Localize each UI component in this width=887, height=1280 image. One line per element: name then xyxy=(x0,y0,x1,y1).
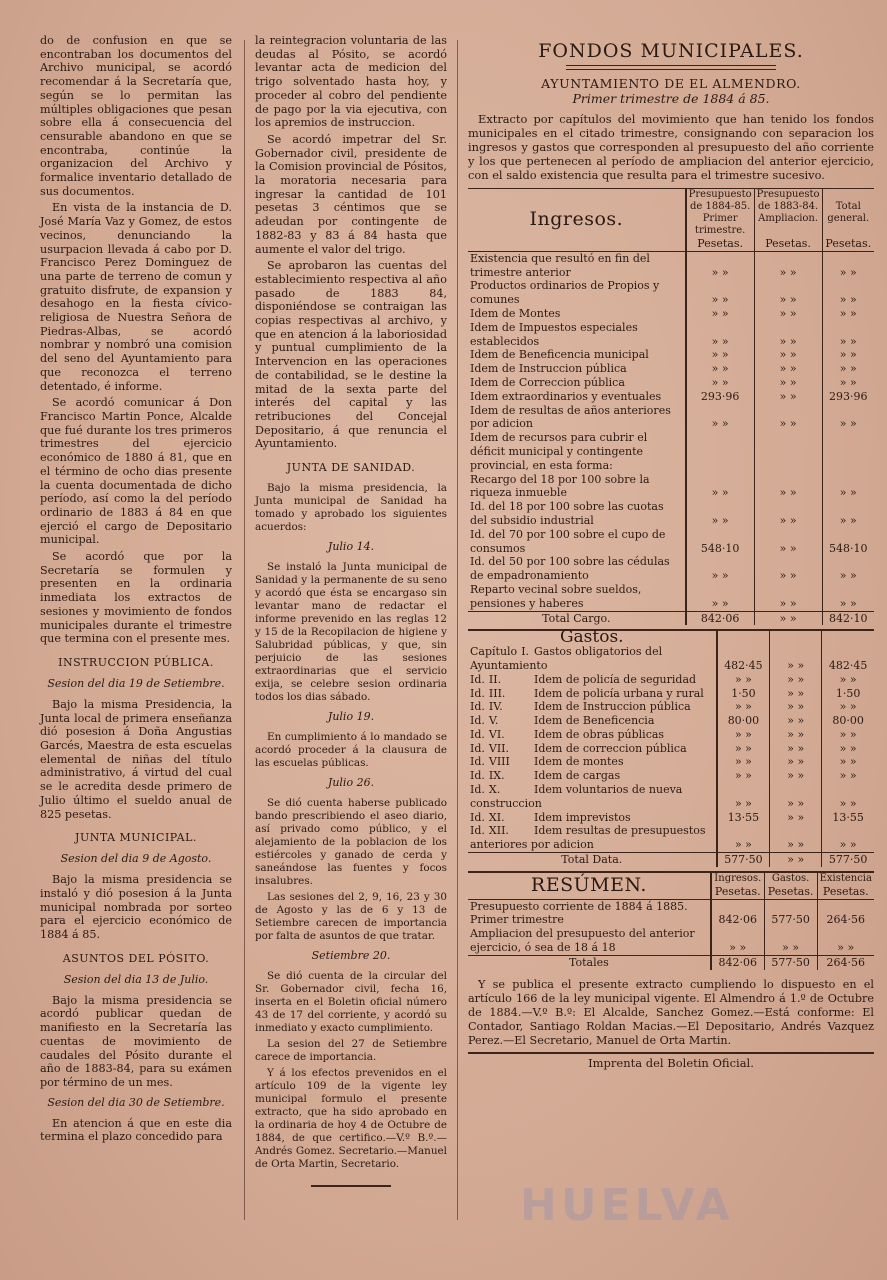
paragraph: En atencion á que en este dia termina el plazo concedido para xyxy=(40,1116,232,1144)
paragraph: Se instaló la Junta municipal de Sanidad y la permanente de su seno y acordó que ésta se encargaso sin levantar mano de redactar el informe prevenido en las reglas 12 y 15 de la Recopilacion de higiene y Salubridad públicas, y que, sin perjuicio de las sesiones extraordinarias que el servicio exija, se celebre sesion ordinaria todos los dias sábado. xyxy=(255,561,447,704)
gasto-row-label-cell xyxy=(468,700,717,714)
paragraph: Bajo la misma Presidencia, la Junta local de primera enseñanza dió posesion á Doña Angustias Garcés, Maestra de esta escuelas elemental de niñas del título administrativo, á virtud del cual se le acredita desde primero de Julio último el sueldo anual de 825 pesetas. xyxy=(40,697,232,821)
ingreso-row-value-c: 293·96 xyxy=(822,390,874,404)
chapter-roman: VI. xyxy=(488,727,505,741)
ingreso-row-value-c xyxy=(822,431,874,472)
column-header: Presupuesto de 1883-84. Ampliacion. xyxy=(756,189,820,224)
chapter-prefix: Id. xyxy=(470,686,485,700)
chapter-prefix: Id. xyxy=(470,824,485,838)
gasto-row-value-c: 1·50 xyxy=(822,687,874,701)
ingreso-row-value-c: » » xyxy=(822,348,874,362)
chapter-number xyxy=(470,755,534,769)
library-stamp: HUELVA xyxy=(520,1180,734,1231)
gasto-row xyxy=(468,824,874,852)
total-data-c: 577·50 xyxy=(822,853,874,867)
ingreso-row-label: Idem de resultas de años anteriores por adicion xyxy=(470,403,671,431)
gasto-row-value-b: » » xyxy=(770,769,822,783)
ingreso-row xyxy=(468,431,874,472)
ingreso-row-value-a: » » xyxy=(686,583,754,611)
ingreso-row-value-c: » » xyxy=(822,321,874,349)
gasto-row xyxy=(468,700,874,714)
gasto-row-label: Idem de correccion pública xyxy=(534,741,687,755)
ingreso-row-value-b: » » xyxy=(754,376,822,390)
section-heading: JUNTA DE SANIDAD. xyxy=(286,461,416,475)
totales-c: 264·56 xyxy=(817,955,874,969)
gasto-row-value-a: » » xyxy=(717,700,770,714)
ingreso-row xyxy=(468,390,874,404)
chapter-roman: V. xyxy=(488,714,499,728)
ingreso-row-label: Reparto vecinal sobre sueldos, pensiones y haberes xyxy=(470,582,642,610)
ingreso-row-label: Idem de Beneficencia municipal xyxy=(470,348,649,362)
gasto-row-label-cell xyxy=(468,755,717,769)
chapter-roman: X. xyxy=(488,783,501,797)
total-cargo-label: Total Cargo. xyxy=(468,611,686,625)
ingreso-row-value-a: » » xyxy=(686,321,754,349)
gasto-row-value-c: » » xyxy=(822,769,874,783)
ingreso-row-label: Idem de Instruccion pública xyxy=(470,362,627,376)
chapter-number xyxy=(470,645,534,659)
ingreso-row-value-b: » » xyxy=(754,528,822,556)
gasto-row-label: Idem de policía urbana y rural xyxy=(534,686,704,700)
ingreso-row xyxy=(468,404,874,432)
gasto-row-value-b: » » xyxy=(770,673,822,687)
resumen-row-value-a: » » xyxy=(711,927,764,955)
ingreso-row-value-c: » » xyxy=(822,404,874,432)
chapter-roman: VIII xyxy=(488,755,510,769)
chapter-roman: I. xyxy=(521,645,530,659)
ingreso-row-value-c: » » xyxy=(822,251,874,279)
column-left xyxy=(40,34,232,1147)
ingreso-row xyxy=(468,348,874,362)
ingreso-row-label-cell xyxy=(468,473,686,501)
paragraph: Se dió cuenta haberse publicado bando prescribiendo el aseo diario, así privado como público, y el alejamiento de la poblacion de los estiércoles y ganado de cerda y saneándose las fuentes y focos insalubres. xyxy=(255,797,447,888)
ingreso-row xyxy=(468,528,874,556)
resumen-row-label-cell xyxy=(468,899,711,927)
gasto-row-value-a: » » xyxy=(717,755,770,769)
gasto-row-value-c: 13·55 xyxy=(822,811,874,825)
ingreso-row-label: Recargo del 18 por 100 sobre la riqueza inmueble xyxy=(470,472,650,500)
paragraph: do de confusion en que se encontraban los documentos del Archivo municipal, se acordó recomendar á la Secretaría que, según se lo permitan las múltiples obligaciones que pesan sobre ella á consecuencia del censurable abandono en que se encontraba, continúe la organizacion del Archivo y formalice inventario detallado de sus documentos. xyxy=(40,34,232,198)
gasto-row xyxy=(468,769,874,783)
ingreso-row-label-cell xyxy=(468,431,686,472)
gasto-row-value-a: 13·55 xyxy=(717,811,770,825)
decorative-rule xyxy=(311,1185,391,1187)
chapter-roman: IV. xyxy=(488,700,503,714)
ingresos-title: Ingresos. xyxy=(529,208,624,230)
ingreso-row xyxy=(468,251,874,279)
gasto-row-label-cell xyxy=(468,824,717,852)
unit-label: Pesetas. xyxy=(686,237,754,251)
session-date: Julio 19. xyxy=(327,710,375,724)
gasto-row-label-cell xyxy=(468,769,717,783)
ingreso-row-value-a: » » xyxy=(686,251,754,279)
column-header: Ingresos. xyxy=(714,872,762,884)
paragraph: Y á los efectos prevenidos en el artículo 109 de la vigente ley municipal formulo el presente extracto, que ha sido aprobado en la ordinaria de hoy 4 de Octubre de 1884, de que certifico.—V.º B.º.—Andrés Gomez. Secretario.—Manuel de Orta Martin, Secretario. xyxy=(255,1067,447,1171)
resumen-row-label: Ampliacion del presupuesto del anterior ejercicio, ó sea de 18 á 18 xyxy=(470,927,695,955)
ingreso-row-value-a: » » xyxy=(686,279,754,307)
paragraph: Bajo la misma presidencia se acordó publicar quedan de manifiesto en la Secretaría las cuentas de movimiento de caudales del Pósito durante el año de 1883-84, para su exámen por término de un mes. xyxy=(40,993,232,1089)
ingreso-row xyxy=(468,362,874,376)
paragraph: Bajo la misma presidencia, la Junta municipal de Sanidad ha tomado y aprobado los siguientes acuerdos: xyxy=(255,482,447,534)
gastos-title: Gastos. xyxy=(559,627,624,648)
chapter-roman: IX. xyxy=(488,769,505,783)
total-cargo-c: 842·10 xyxy=(822,611,874,625)
chapter-prefix: Id. xyxy=(470,714,485,728)
gasto-row-label-cell xyxy=(468,783,717,811)
ingreso-row-label: Id. del 70 por 100 sobre el cupo de consumos xyxy=(470,527,666,555)
chapter-number xyxy=(470,769,534,783)
totales-a: 842·06 xyxy=(711,955,764,969)
paragraph: Bajo la misma presidencia se instaló y dió posesion á la Junta municipal nombrada por sorteo para el ejercicio económico de 1884 á 85. xyxy=(40,873,232,942)
gasto-row-value-b: » » xyxy=(770,687,822,701)
gasto-row-label-cell xyxy=(468,687,717,701)
chapter-number xyxy=(470,783,534,797)
gasto-row-value-b: » » xyxy=(770,755,822,769)
gasto-row-label: Idem resultas de presupuestos anteriores por adicion xyxy=(470,824,706,852)
gasto-row-value-b: » » xyxy=(770,728,822,742)
resumen-row-value-b: 577·50 xyxy=(764,899,817,927)
resumen-row xyxy=(468,927,874,955)
chapter-number xyxy=(470,811,534,825)
unit-label: Pesetas. xyxy=(817,885,874,899)
session-date: Julio 14. xyxy=(327,540,375,554)
ingreso-row-value-a: » » xyxy=(686,348,754,362)
chapter-prefix: Id. xyxy=(470,672,485,686)
gasto-row-value-b: » » xyxy=(770,645,822,673)
gasto-row-value-a: » » xyxy=(717,824,770,852)
ingreso-row xyxy=(468,321,874,349)
gasto-row-value-c: » » xyxy=(822,783,874,811)
paragraph: En cumplimiento á lo mandado se acordó proceder á la clausura de las escuelas públicas. xyxy=(255,731,447,770)
ingreso-row-label-cell xyxy=(468,390,686,404)
gasto-row-value-a: » » xyxy=(717,673,770,687)
ingreso-row-label: Id. del 18 por 100 sobre las cuotas del subsidio industrial xyxy=(470,500,664,527)
ingreso-row-value-a: 548·10 xyxy=(686,528,754,556)
gasto-row-label: Idem de policía de seguridad xyxy=(534,672,697,686)
ingreso-row-value-c: » » xyxy=(822,583,874,611)
gasto-row xyxy=(468,783,874,811)
gasto-row-label: Gastos obligatorios del Ayuntamiento xyxy=(470,645,663,672)
title-rule xyxy=(566,65,776,70)
column-header: Total general. xyxy=(827,201,870,224)
column-header: Gastos. xyxy=(771,872,810,884)
gasto-row-value-c: » » xyxy=(822,824,874,852)
footer-paragraph: Y se publica el presente extracto cumpliendo lo dispuesto en el artículo 166 de la ley municipal vigente. El Almendro á 1.º de Octubre de 1884.—V.º B.º: El Alcalde, Sanchez Gomez.—Está conforme: El Contador, Santiago Roldan Macias.—El Depositario, Andrés Vazquez Perez.—El Secretario, Manuel de Orta Martin. xyxy=(468,977,874,1047)
chapter-roman: VII. xyxy=(488,741,510,755)
column-rule xyxy=(244,40,245,1220)
gasto-row-label: Idem voluntarios de nueva construccion xyxy=(470,783,683,810)
resumen-row-label-cell xyxy=(468,927,711,955)
gasto-row-value-c: » » xyxy=(822,700,874,714)
paragraph: Se acordó que por la Secretaría se formulen y presenten en la ordinaria inmediata los extractos de sesiones y movimiento de fondos municipales durante el trimestre que termina con el presente mes. xyxy=(40,550,232,646)
gasto-row-value-b: » » xyxy=(770,742,822,756)
ingreso-row xyxy=(468,583,874,611)
unit-label: Pesetas. xyxy=(754,237,822,251)
paragraph: Se acordó impetrar del Sr. Gobernador civil, presidente de la Comision provincial de Pósitos, la moratoria necesaria para ingresar la cantidad de 101 pesetas 3 céntimos que se adeudan por contingente de 1882-83 y 83 á 84 hasta que aumente el valor del trigo. xyxy=(255,132,447,256)
gasto-row-value-c: 80·00 xyxy=(822,714,874,728)
gasto-row-label-cell xyxy=(468,673,717,687)
totales-b: 577·50 xyxy=(764,955,817,969)
section-heading: INSTRUCCION PÚBLICA. xyxy=(58,655,214,669)
column-right xyxy=(468,34,874,1070)
gasto-row xyxy=(468,687,874,701)
ingreso-row-label-cell xyxy=(468,251,686,279)
total-cargo-b: » » xyxy=(754,611,822,625)
gasto-row xyxy=(468,728,874,742)
page-title: FONDOS MUNICIPALES. xyxy=(538,40,804,62)
ingreso-row-value-b: » » xyxy=(754,390,822,404)
gasto-row-value-a: » » xyxy=(717,742,770,756)
gasto-row-label: Idem de Instruccion pública xyxy=(534,700,691,714)
gasto-row-label: Idem de obras públicas xyxy=(534,727,665,741)
chapter-roman: XI. xyxy=(488,810,505,824)
ingreso-row-label-cell xyxy=(468,555,686,583)
gasto-row-value-a: 482·45 xyxy=(717,645,770,673)
gasto-row-value-a: 80·00 xyxy=(717,714,770,728)
ingreso-row-value-a: » » xyxy=(686,376,754,390)
gasto-row-value-a: » » xyxy=(717,769,770,783)
gasto-row-value-c: 482·45 xyxy=(822,645,874,673)
gasto-row xyxy=(468,673,874,687)
paragraph: Se acordó comunicar á Don Francisco Martin Ponce, Alcalde que fué durante los tres primeros trimestres del ejercicio económico de 1880 á 81, que en el término de ocho dias presente la cuenta documentada de dicho período, así como la del período ordinario de 1883 á 84 en que ejerció el cargo de Depositario municipal. xyxy=(40,396,232,547)
chapter-roman: II. xyxy=(488,672,502,686)
gasto-row-value-c: » » xyxy=(822,742,874,756)
paragraph: la reintegracion voluntaria de las deudas al Pósito, se acordó levantar acta de medicion del trigo solventado hasta hoy, y proceder al cobro del pendiente de pago por la via ejecutiva, con los apremios de instruccion. xyxy=(255,34,447,130)
total-data-label: Total Data. xyxy=(468,853,717,867)
ingreso-row-value-a: » » xyxy=(686,307,754,321)
ingreso-row-label-cell xyxy=(468,362,686,376)
ingreso-row-label-cell xyxy=(468,404,686,432)
ingreso-row-label: Id. del 50 por 100 sobre las cédulas de empadronamiento xyxy=(470,555,670,583)
column-header: Existencia xyxy=(819,872,872,884)
ingreso-row-value-c: » » xyxy=(822,362,874,376)
ingreso-row-value-b: » » xyxy=(754,583,822,611)
gasto-row-label: Idem de Beneficencia xyxy=(534,714,655,728)
unit-label: Pesetas. xyxy=(822,237,874,251)
ingreso-row-label: Idem de Montes xyxy=(470,306,561,320)
chapter-prefix: Id. xyxy=(470,741,485,755)
total-cargo-a: 842·06 xyxy=(686,611,754,625)
chapter-roman: XII. xyxy=(488,824,509,838)
resumen-table xyxy=(468,871,874,970)
ingreso-row-value-b: » » xyxy=(754,500,822,528)
ingreso-row-value-a xyxy=(686,431,754,472)
ingreso-row-value-b: » » xyxy=(754,279,822,307)
ingreso-row-value-c: 548·10 xyxy=(822,528,874,556)
session-date: Setiembre 20. xyxy=(311,949,391,963)
gasto-row-value-b: » » xyxy=(770,811,822,825)
chapter-prefix: Id. xyxy=(470,810,485,824)
resumen-row-value-c: » » xyxy=(817,927,874,955)
ingreso-row-label: Productos ordinarios de Propios y comunes xyxy=(470,279,660,307)
ingreso-row-value-b: » » xyxy=(754,404,822,432)
chapter-prefix: Id. xyxy=(470,755,485,769)
gasto-row-label: Idem imprevistos xyxy=(534,810,631,824)
paragraph: La sesion del 27 de Setiembre carece de importancia. xyxy=(255,1038,447,1064)
ingreso-row xyxy=(468,473,874,501)
ingreso-row-label: Idem de Impuestos especiales establecidos xyxy=(470,320,638,348)
gasto-row xyxy=(468,755,874,769)
session-date: Julio 26. xyxy=(327,776,375,790)
ingreso-row-value-a: » » xyxy=(686,555,754,583)
ingreso-row-value-b: » » xyxy=(754,555,822,583)
gasto-row-value-a: » » xyxy=(717,728,770,742)
chapter-roman: III. xyxy=(488,686,506,700)
resumen-row xyxy=(468,899,874,927)
section-heading: JUNTA MUNICIPAL. xyxy=(75,831,197,845)
resumen-title: RESÚMEN. xyxy=(530,873,647,896)
chapter-prefix: Id. xyxy=(470,727,485,741)
chapter-number xyxy=(470,824,534,838)
ingreso-row-value-b: » » xyxy=(754,362,822,376)
gasto-row-label: Idem de cargas xyxy=(534,769,621,783)
chapter-number xyxy=(470,700,534,714)
ingreso-row-value-a: 293·96 xyxy=(686,390,754,404)
session-date: Sesion del dia 13 de Julio. xyxy=(63,972,209,986)
unit-label: Pesetas. xyxy=(764,885,817,899)
gasto-row-label-cell xyxy=(468,742,717,756)
ingreso-row-value-c: » » xyxy=(822,555,874,583)
session-date: Sesion del dia 9 de Agosto. xyxy=(60,852,212,866)
chapter-prefix: Capítulo xyxy=(470,645,518,659)
gasto-row-value-c: » » xyxy=(822,755,874,769)
resumen-row-label: Presupuesto corriente de 1884 á 1885. Primer trimestre xyxy=(470,899,688,927)
gasto-row-value-b: » » xyxy=(770,783,822,811)
gasto-row-value-a: » » xyxy=(717,783,770,811)
gasto-row xyxy=(468,811,874,825)
ingreso-row-label-cell xyxy=(468,307,686,321)
ingreso-row-label-cell xyxy=(468,376,686,390)
paragraph: En vista de la instancia de D. José María Vaz y Gomez, de estos vecinos, denunciando la usurpacion llevada á cabo por D. Francisco Perez Dominguez de una parte de terreno de comun y gratuito disfrute, de expansion y desahogo en la fiesta cívico-religiosa de Nuestra Señora de Piedras-Albas, se acordó nombrar y nombró una comision del seno del Ayuntamiento para que reconozca el terreno detentado, é informe. xyxy=(40,201,232,393)
totales-label: Totales xyxy=(468,955,711,969)
ingreso-row-value-b: » » xyxy=(754,307,822,321)
paragraph: Las sesiones del 2, 9, 16, 23 y 30 de Agosto y las de 6 y 13 de Setiembre carecen de importancia por falta de asuntos de que tratar. xyxy=(255,891,447,943)
ingresos-table xyxy=(468,188,874,625)
gasto-row-value-a: 1·50 xyxy=(717,687,770,701)
ingreso-row-value-b xyxy=(754,431,822,472)
resumen-row-value-b: » » xyxy=(764,927,817,955)
ingreso-row-label: Idem extraordinarios y eventuales xyxy=(470,389,662,403)
ingreso-row-value-c: » » xyxy=(822,376,874,390)
ingreso-row-value-b: » » xyxy=(754,321,822,349)
gasto-row xyxy=(468,742,874,756)
session-date: Sesion del dia 30 de Setiembre. xyxy=(47,1095,225,1109)
unit-label: Pesetas. xyxy=(711,885,764,899)
ingreso-row-value-b: » » xyxy=(754,251,822,279)
chapter-prefix: Id. xyxy=(470,769,485,783)
gasto-row-label-cell xyxy=(468,728,717,742)
chapter-number xyxy=(470,714,534,728)
gasto-row xyxy=(468,645,874,673)
ingreso-row xyxy=(468,307,874,321)
ingreso-row-value-c: » » xyxy=(822,473,874,501)
gasto-row xyxy=(468,714,874,728)
ingreso-row-label-cell xyxy=(468,583,686,611)
ingreso-row-label-cell xyxy=(468,528,686,556)
ingreso-row-value-b: » » xyxy=(754,473,822,501)
gasto-row-value-c: » » xyxy=(822,728,874,742)
chapter-prefix: Id. xyxy=(470,700,485,714)
gasto-row-label-cell xyxy=(468,811,717,825)
ingreso-row-value-c: » » xyxy=(822,279,874,307)
chapter-number xyxy=(470,673,534,687)
column-header: Presupuesto de 1884-85. Primer trimestre. xyxy=(688,189,752,236)
trimestre-heading: Primer trimestre de 1884 á 85. xyxy=(572,91,770,106)
ingreso-row xyxy=(468,376,874,390)
ingreso-row-value-a: » » xyxy=(686,500,754,528)
ingreso-row xyxy=(468,500,874,528)
ingreso-row-label: Idem de Correccion pública xyxy=(470,375,625,389)
section-heading: ASUNTOS DEL PÓSITO. xyxy=(62,951,210,965)
ingreso-row-value-c: » » xyxy=(822,307,874,321)
gasto-row-value-b: » » xyxy=(770,700,822,714)
intro-paragraph: Extracto por capítulos del movimiento que han tenido los fondos municipales en el citado trimestre, consignando con separacion los ingresos y gastos que corresponden al presupuesto del año corriente y los que pertenecen al período de ampliacion del anterior ejercicio, con el saldo existencia que resulta para el trimestre sucesivo. xyxy=(468,112,874,182)
ingreso-row-label-cell xyxy=(468,321,686,349)
total-data-a: 577·50 xyxy=(717,853,770,867)
ingreso-row-value-a: » » xyxy=(686,404,754,432)
ingreso-row-label: Idem de recursos para cubrir el déficit municipal y contingente provincial, en esta forma: xyxy=(470,431,648,472)
ayuntamiento-heading: AYUNTAMIENTO DE EL ALMENDRO. xyxy=(541,76,801,91)
ingreso-row-value-a: » » xyxy=(686,362,754,376)
gasto-row-label-cell xyxy=(468,645,717,673)
imprenta-line: Imprenta del Boletin Oficial. xyxy=(468,1052,874,1070)
ingreso-row-label-cell xyxy=(468,279,686,307)
gastos-table xyxy=(468,629,874,867)
ingreso-row-value-a: » » xyxy=(686,473,754,501)
chapter-number xyxy=(470,742,534,756)
resumen-row-value-a: 842·06 xyxy=(711,899,764,927)
gasto-row-value-c: » » xyxy=(822,673,874,687)
column-rule xyxy=(457,40,458,1220)
resumen-row-value-c: 264·56 xyxy=(817,899,874,927)
chapter-prefix: Id. xyxy=(470,783,485,797)
gasto-row-value-b: » » xyxy=(770,714,822,728)
ingreso-row-value-b: » » xyxy=(754,348,822,362)
ingreso-row-label: Existencia que resultó en fin del trimestre anterior xyxy=(470,251,650,279)
ingreso-row xyxy=(468,555,874,583)
ingreso-row xyxy=(468,279,874,307)
chapter-number xyxy=(470,728,534,742)
ingreso-row-value-c: » » xyxy=(822,500,874,528)
paragraph: Se dió cuenta de la circular del Sr. Gobernador civil, fecha 16, inserta en el Boletin oficial número 43 de 17 del corriente, y acordó su inmediato y exacto cumplimiento. xyxy=(255,970,447,1035)
column-middle xyxy=(255,34,447,1187)
ingreso-row-label-cell xyxy=(468,348,686,362)
total-data-b: » » xyxy=(770,853,822,867)
session-date: Sesion del dia 19 de Setiembre. xyxy=(47,676,225,690)
ingreso-row-label-cell xyxy=(468,500,686,528)
gasto-row-label: Idem de montes xyxy=(534,755,624,769)
gasto-row-value-b: » » xyxy=(770,824,822,852)
chapter-number xyxy=(470,687,534,701)
gasto-row-label-cell xyxy=(468,714,717,728)
paragraph: Se aprobaron las cuentas del establecimiento respectiva al año pasado de 1883 84, disponiéndose se contraigan las copias respectivas al archivo, y que en atencion á la laboriosidad y puntual cumplimiento de la Intervencion en las operaciones de contabilidad, se le destine la mitad de la sexta parte del interés del capital y las retribuciones del Concejal Depositario, á que renuncia el Ayuntamiento. xyxy=(255,259,447,451)
